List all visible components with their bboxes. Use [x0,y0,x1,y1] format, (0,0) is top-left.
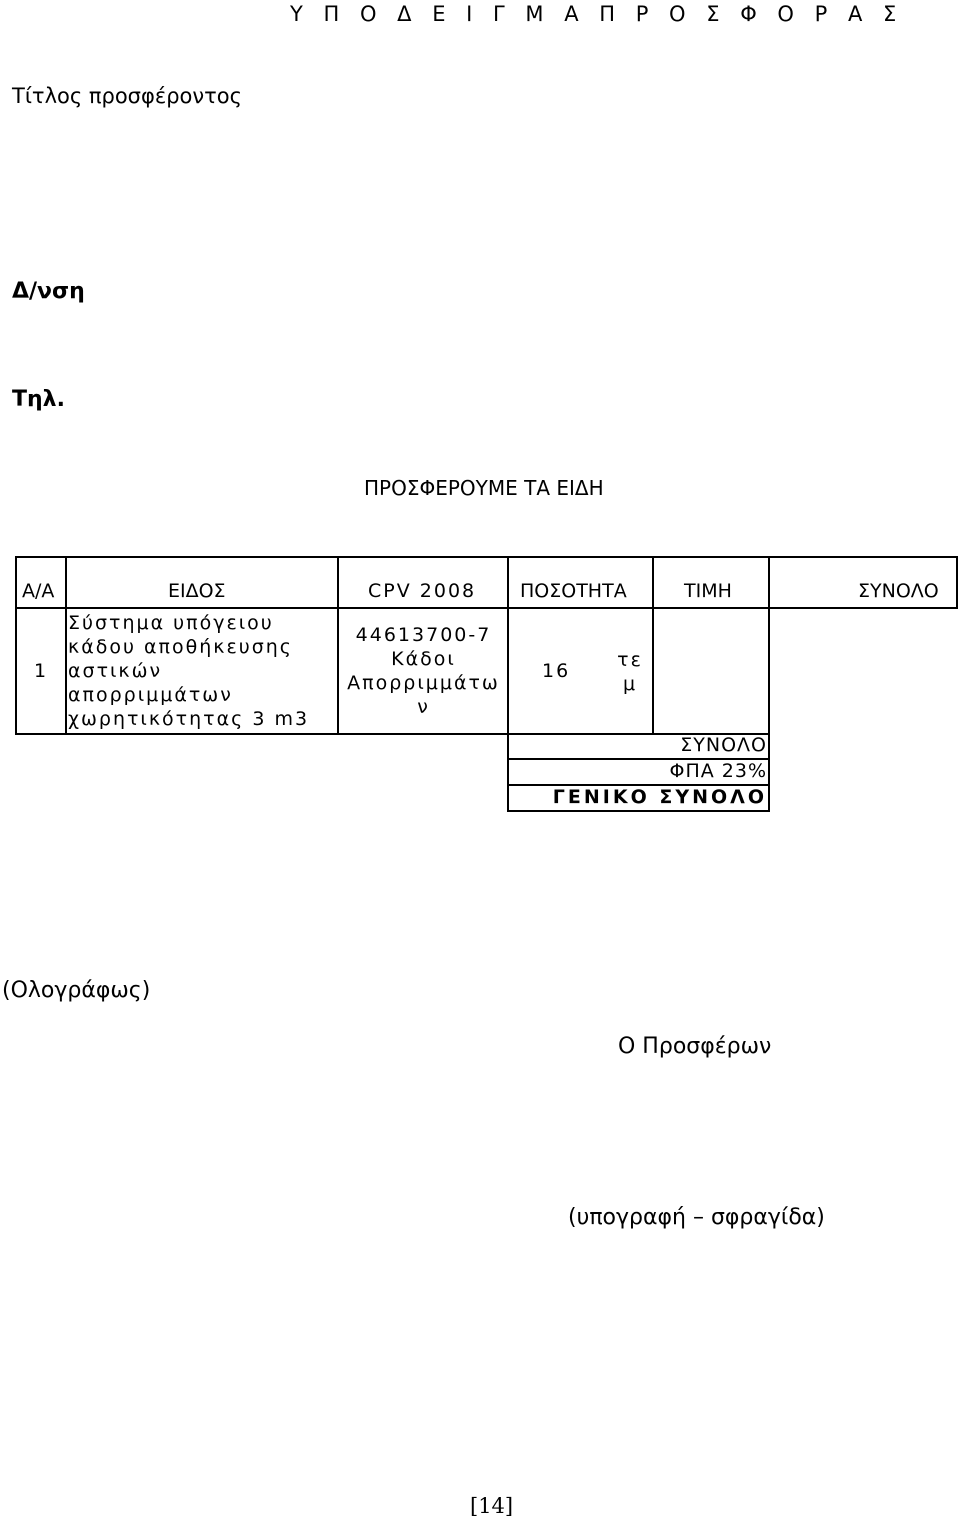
header-item: ΕΙΔΟΣ [168,580,226,602]
signature-stamp-note: (υπογραφή – σφραγίδα) [568,1205,825,1230]
unit-line: μ [622,673,638,695]
row-no: 1 [34,660,47,682]
cpv-line: Κάδοι [391,648,456,670]
row-quantity: 16 [542,660,571,682]
header-total: ΣΥΝΟΛΟ [858,580,939,602]
table-border-right [956,556,958,609]
header-quantity: ΠΟΣΟΤΗΤΑ [520,580,627,602]
amount-in-words-label: (Ολογράφως) [2,978,151,1003]
column-divider-no [65,556,67,735]
item-line: Σύστημα υπόγειου [68,612,274,634]
vat-label: ΦΠΑ 23% [669,760,767,782]
column-divider-price [768,556,770,812]
bidder-signature-label: Ο Προσφέρων [618,1034,772,1059]
row-item-description [68,611,309,731]
page-number: [14] [470,1494,514,1518]
table-border-top [15,556,958,558]
row-cpv [339,623,508,719]
bidder-title-label: Τίτλος προσφέροντος [12,84,242,108]
offer-heading: ΠΡΟΣΦΕΡΟΥΜΕ ΤΑ ΕΙΔΗ [364,476,604,500]
item-line: χωρητικότητας 3 m3 [68,708,310,730]
cpv-line: Απορριμμάτω [347,672,500,694]
document-heading: Υ Π Ο Δ Ε Ι Γ Μ Α Π Ρ Ο Σ Φ Ο Ρ Α Σ [290,2,904,26]
grand-total-label: ΓΕΝΙΚΟ ΣΥΝΟΛΟ [552,786,767,808]
row-unit [612,648,648,696]
summary-bottom [508,810,770,812]
table-header-divider [15,607,958,609]
header-cpv: CPV 2008 [368,580,477,602]
unit-line: τε [617,649,643,671]
table-border-left [15,556,17,735]
column-divider-quantity [652,556,654,735]
header-no: Α/Α [22,580,55,602]
address-label: Δ/νση [12,279,85,304]
phone-label: Τηλ. [12,387,65,412]
item-line: κάδου αποθήκευσης [68,636,293,658]
cpv-line: ν [417,696,430,718]
item-line: αστικών [68,660,163,682]
cpv-line: 44613700-7 [355,624,492,646]
header-price: ΤΙΜΗ [684,580,732,602]
subtotal-label: ΣΥΝΟΛΟ [680,734,767,756]
item-line: απορριμμάτων [68,684,233,706]
